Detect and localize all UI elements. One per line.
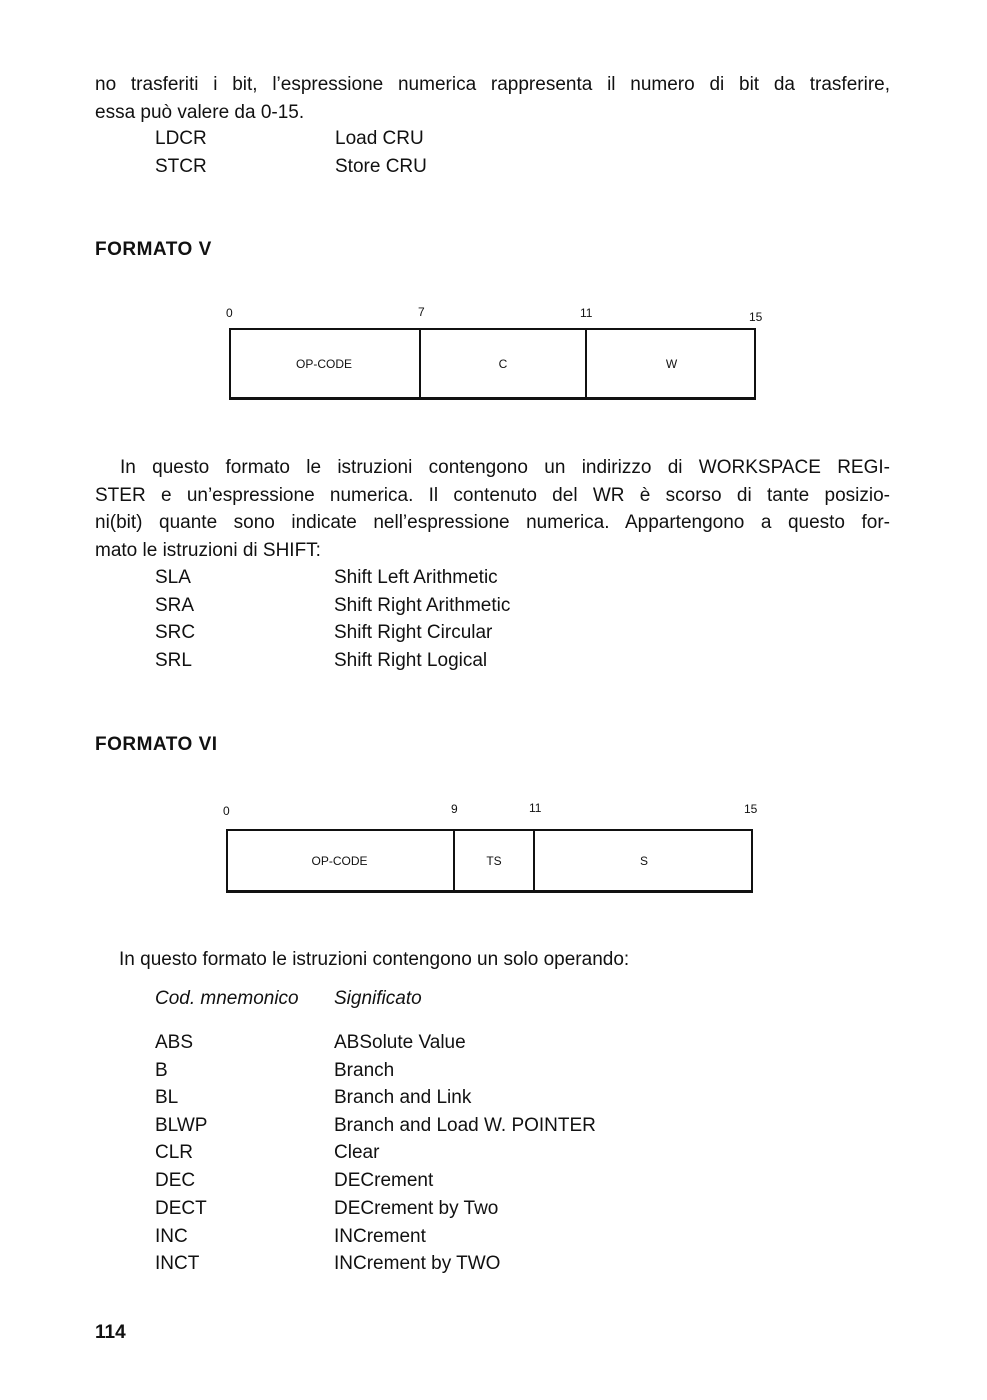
column-header-desc: Significato bbox=[334, 988, 422, 1009]
mnemonic: SRA bbox=[155, 595, 195, 616]
mnemonic: BLWP bbox=[155, 1115, 208, 1136]
meaning: Load CRU bbox=[335, 128, 424, 149]
meaning: Shift Right Arithmetic bbox=[334, 595, 511, 616]
meaning: Shift Right Circular bbox=[334, 622, 493, 643]
text-line: ni(bit) quante sono indicate nell’espressione numerica. Appartengono a questo for- bbox=[95, 512, 890, 533]
intro-paragraph bbox=[95, 71, 890, 126]
mnemonic: SRL bbox=[155, 650, 192, 671]
meaning: DECrement by Two bbox=[334, 1198, 499, 1219]
mnemonic: ABS bbox=[155, 1032, 194, 1053]
field-ts: TS bbox=[455, 829, 535, 893]
text-line: In questo formato le istruzioni contengono un indirizzo di WORKSPACE REGI- bbox=[120, 457, 890, 478]
meaning: Shift Left Arithmetic bbox=[334, 567, 498, 588]
page-number: 114 bbox=[95, 1322, 126, 1343]
meaning: Store CRU bbox=[335, 156, 427, 177]
mnemonic: DECT bbox=[155, 1198, 207, 1219]
text-line: mato le istruzioni di SHIFT: bbox=[95, 539, 321, 561]
section-heading: FORMATO VI bbox=[95, 734, 218, 755]
mnemonic: LDCR bbox=[155, 128, 207, 149]
column-headers bbox=[155, 988, 422, 1010]
field-opcode: OP-CODE bbox=[229, 328, 421, 400]
meaning: Branch bbox=[334, 1060, 395, 1081]
meaning: DECrement bbox=[334, 1170, 434, 1191]
mnemonic: DEC bbox=[155, 1170, 196, 1191]
mnemonic: SLA bbox=[155, 567, 191, 588]
text-line: essa può valere da 0-15. bbox=[95, 101, 305, 123]
text-line: In questo formato le istruzioni contengono un solo operando: bbox=[119, 949, 630, 970]
mnemonic: INC bbox=[155, 1226, 188, 1247]
bit-label: 0 bbox=[223, 804, 230, 818]
mnemonic: STCR bbox=[155, 156, 207, 177]
field-c: C bbox=[421, 328, 587, 400]
bit-label: 9 bbox=[451, 802, 458, 816]
meaning: Clear bbox=[334, 1142, 380, 1163]
bit-label: 11 bbox=[580, 306, 593, 320]
instruction-format-diagram bbox=[229, 328, 756, 400]
meaning: Branch and Link bbox=[334, 1087, 472, 1108]
field-s: S bbox=[639, 854, 648, 868]
bit-label: 7 bbox=[418, 305, 425, 319]
mnemonic: BL bbox=[155, 1087, 179, 1108]
meaning: INCrement bbox=[334, 1226, 426, 1247]
text-line: no trasferiti i bit, l’espressione numerica rappresenta il numero di bit da trasferire, bbox=[95, 74, 890, 95]
field-opcode: OP-CODE bbox=[226, 829, 455, 893]
section-heading: FORMATO V bbox=[95, 239, 212, 260]
meaning: INCrement by TWO bbox=[334, 1253, 501, 1274]
instruction-format-diagram bbox=[226, 829, 753, 893]
text-line: STER e un’espressione numerica. Il contenuto del WR è scorso di tante posizio- bbox=[95, 484, 890, 506]
mnemonic: INCT bbox=[155, 1253, 200, 1274]
field-w: W bbox=[665, 357, 678, 371]
bit-label: 15 bbox=[749, 310, 763, 324]
meaning: ABSolute Value bbox=[334, 1032, 466, 1053]
format-vi-paragraph bbox=[119, 946, 629, 974]
column-header-code: Cod. mnemonico bbox=[155, 988, 299, 1009]
meaning: Shift Right Logical bbox=[334, 650, 488, 671]
meaning: Branch and Load W. POINTER bbox=[334, 1115, 596, 1136]
bit-label: 15 bbox=[744, 802, 758, 816]
format-v-paragraph bbox=[95, 454, 890, 564]
mnemonic: B bbox=[155, 1060, 168, 1081]
bit-label: 0 bbox=[226, 306, 233, 320]
mnemonic: SRC bbox=[155, 622, 196, 643]
bit-label: 11 bbox=[529, 801, 542, 815]
mnemonic: CLR bbox=[155, 1142, 194, 1163]
